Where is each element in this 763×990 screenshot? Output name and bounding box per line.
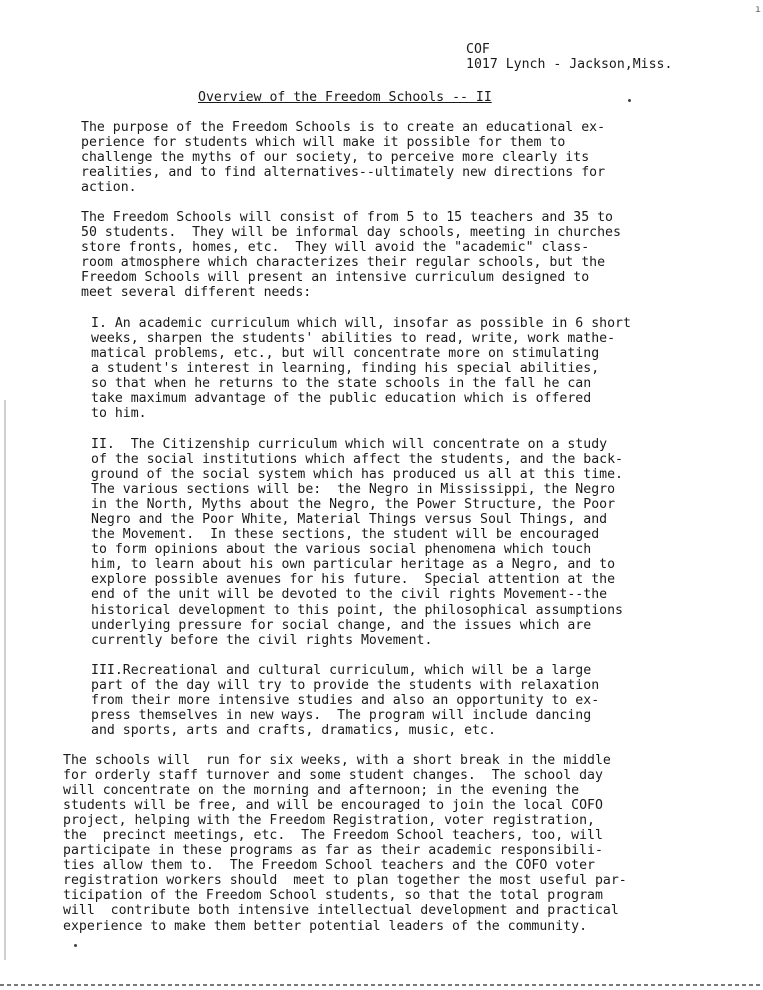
text-line: challenge the myths of our society, to perceive more clearly its bbox=[81, 150, 590, 166]
scan-speck bbox=[628, 99, 631, 102]
text-line: students will be free, and will be encouraged to join the local COFO bbox=[63, 798, 603, 814]
text-line: explore possible avenues for his future. Special attention at the bbox=[91, 572, 616, 588]
scan-edge bbox=[4, 400, 6, 960]
academic-curriculum-paragraph bbox=[91, 316, 631, 421]
text-line: to him. bbox=[91, 406, 147, 422]
text-line: of the social institutions which affect the students, and the back- bbox=[91, 452, 623, 468]
header-line-1: COF bbox=[466, 42, 490, 57]
text-line: part of the day will try to provide the students with relaxation bbox=[91, 678, 600, 694]
text-line: The various sections will be: the Negro in Mississippi, the Negro bbox=[91, 482, 616, 498]
structure-paragraph bbox=[81, 210, 621, 300]
text-line: him, to learn about his own particular heritage as a Negro, and to bbox=[91, 557, 616, 573]
text-line: store fronts, homes, etc. They will avoid the "academic" class- bbox=[81, 240, 590, 256]
text-line: project, helping with the Freedom Registration, voter registration, bbox=[63, 813, 595, 829]
text-line: Negro and the Poor White, Material Things versus Soul Things, and bbox=[91, 512, 608, 528]
text-line: action. bbox=[81, 180, 137, 196]
text-line: room atmosphere which characterizes their regular schools, but the bbox=[81, 255, 606, 271]
text-line: historical development to this point, the philosophical assumptions bbox=[91, 602, 623, 618]
document-header bbox=[466, 42, 672, 72]
text-line: experience to make them better potential leaders of the community. bbox=[63, 918, 588, 934]
text-line: I. An academic curriculum which will, insofar as possible in 6 short bbox=[91, 316, 631, 331]
text-line: currently before the civil rights Movement. bbox=[91, 632, 433, 648]
text-line: meet several different needs: bbox=[81, 285, 312, 301]
text-line: and sports, arts and crafts, dramatics, music, etc. bbox=[91, 723, 496, 739]
text-line: from their more intensive studies and also an opportunity to ex- bbox=[91, 693, 600, 709]
schedule-paragraph bbox=[63, 753, 627, 934]
text-line: 50 students. They will be informal day schools, meeting in churches bbox=[81, 225, 621, 241]
text-line: The purpose of the Freedom Schools is to create an educational ex- bbox=[81, 120, 606, 135]
text-line: to form opinions about the various social phenomena which touch bbox=[91, 542, 592, 558]
text-line: registration workers should meet to plan together the most useful par- bbox=[63, 873, 627, 889]
text-line: II. The Citizenship curriculum which will concentrate on a study bbox=[91, 437, 608, 452]
text-line: realities, and to find alternatives--ultimately new directions for bbox=[81, 165, 606, 181]
text-line: underlying pressure for social change, and the issues which are bbox=[91, 617, 592, 633]
text-line: the Movement. In these sections, the student will be encouraged bbox=[91, 527, 600, 543]
text-line: perience for students which will make it possible for them to bbox=[81, 135, 566, 151]
text-line: ticipation of the Freedom School students, so that the total program bbox=[63, 888, 603, 904]
text-line: for orderly staff turnover and some student changes. The school day bbox=[63, 768, 603, 784]
text-line: press themselves in new ways. The program will include dancing bbox=[91, 708, 592, 724]
text-line: III.Recreational and cultural curriculum, which will be a large bbox=[91, 663, 592, 678]
recreational-curriculum-paragraph bbox=[91, 663, 599, 738]
text-line: will concentrate on the morning and afternoon; in the evening the bbox=[63, 783, 580, 799]
text-line: ties allow them to. The Freedom School teachers and the COFO voter bbox=[63, 858, 595, 874]
citizenship-curriculum-paragraph bbox=[91, 437, 623, 648]
margin-mark: ı bbox=[755, 4, 762, 15]
bottom-edge bbox=[0, 984, 763, 986]
text-line: take maximum advantage of the public education which is offered bbox=[91, 391, 592, 407]
text-line: weeks, sharpen the students' abilities to read, write, work mathe- bbox=[91, 331, 616, 347]
header-line-2: 1017 Lynch - Jackson,Miss. bbox=[466, 57, 673, 73]
text-line: will contribute both intensive intellectual development and practical bbox=[63, 903, 619, 919]
text-line: The Freedom Schools will consist of from 5 to 15 teachers and 35 to bbox=[81, 210, 613, 225]
text-line: ground of the social system which has produced us all at this time. bbox=[91, 467, 623, 483]
text-line: The schools will run for six weeks, with a short break in the middle bbox=[63, 753, 611, 768]
text-line: Freedom Schools will present an intensive curriculum designed to bbox=[81, 270, 590, 286]
text-line: the precinct meetings, etc. The Freedom School teachers, too, will bbox=[63, 828, 603, 844]
text-line: so that when he returns to the state schools in the fall he can bbox=[91, 376, 592, 392]
text-line: a student's interest in learning, finding his special abilities, bbox=[91, 361, 600, 377]
document-title: Overview of the Freedom Schools -- II bbox=[198, 90, 492, 105]
intro-paragraph bbox=[81, 120, 605, 195]
text-line: in the North, Myths about the Negro, the Power Structure, the Poor bbox=[91, 497, 616, 513]
text-line: participate in these programs as far as their academic responsibili- bbox=[63, 843, 603, 859]
text-line: matical problems, etc., but will concentrate more on stimulating bbox=[91, 346, 600, 362]
text-line: end of the unit will be devoted to the civil rights Movement--the bbox=[91, 587, 608, 603]
scan-speck bbox=[74, 944, 77, 947]
